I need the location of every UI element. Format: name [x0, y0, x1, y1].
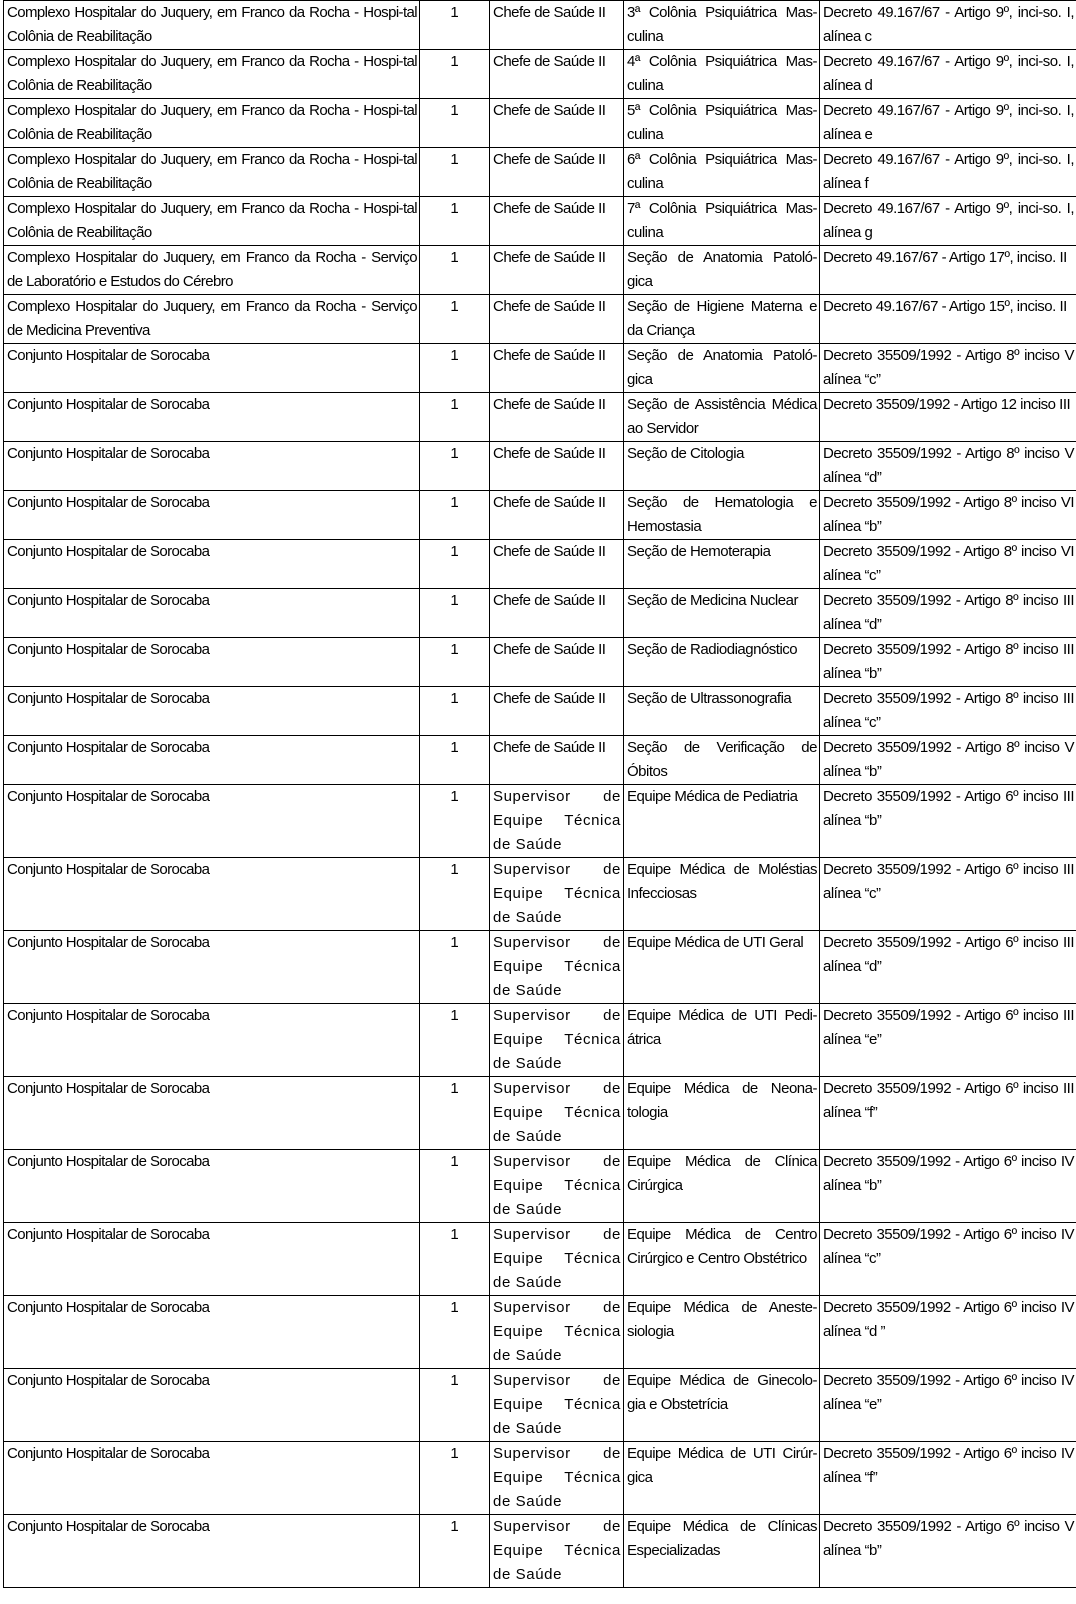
role-cell: Chefe de Saúde II: [490, 197, 624, 246]
role-cell: Chefe de Saúde II: [490, 393, 624, 442]
quantity-cell: 1: [420, 1077, 490, 1150]
table-row: [4, 246, 1076, 295]
section-cell: 3ª Colônia Psiquiátrica Mas-culina: [624, 1, 820, 50]
role-cell: Chefe de Saúde II: [490, 442, 624, 491]
unit-cell: Conjunto Hospitalar de Sorocaba: [4, 1442, 420, 1515]
quantity-cell: 1: [420, 491, 490, 540]
table-row: [4, 1077, 1076, 1150]
legal-basis-cell: Decreto 35509/1992 - Artigo 8º inciso III alínea “d”: [820, 589, 1076, 638]
section-cell: Equipe Médica de Ginecolo-gia e Obstetrícia: [624, 1369, 820, 1442]
table-row: [4, 589, 1076, 638]
legal-basis-cell: Decreto 35509/1992 - Artigo 6º inciso III alínea “e”: [820, 1004, 1076, 1077]
table-row: [4, 1515, 1076, 1588]
section-cell: 4ª Colônia Psiquiátrica Mas-culina: [624, 50, 820, 99]
quantity-cell: 1: [420, 931, 490, 1004]
section-cell: Equipe Médica de UTI Cirúr-gica: [624, 1442, 820, 1515]
table-row: [4, 540, 1076, 589]
section-cell: 7ª Colônia Psiquiátrica Mas-culina: [624, 197, 820, 246]
section-cell: Seção de Citologia: [624, 442, 820, 491]
unit-cell: Conjunto Hospitalar de Sorocaba: [4, 393, 420, 442]
quantity-cell: 1: [420, 736, 490, 785]
section-cell: Equipe Médica de Clínica Cirúrgica: [624, 1150, 820, 1223]
section-cell: Seção de Ultrassonografia: [624, 687, 820, 736]
unit-cell: Complexo Hospitalar do Juquery, em Franco da Rocha - Hospi-tal Colônia de Reabilitação: [4, 1, 420, 50]
role-cell: Chefe de Saúde II: [490, 246, 624, 295]
table-row: [4, 393, 1076, 442]
legal-basis-cell: Decreto 35509/1992 - Artigo 8º inciso V alínea “c”: [820, 344, 1076, 393]
table-row: [4, 1369, 1076, 1442]
legal-basis-cell: Decreto 35509/1992 - Artigo 8º inciso V alínea “d”: [820, 442, 1076, 491]
legal-basis-cell: Decreto 35509/1992 - Artigo 12 inciso III: [820, 393, 1076, 442]
legal-basis-cell: Decreto 35509/1992 - Artigo 6º inciso V alínea “b”: [820, 1515, 1076, 1588]
table-row: [4, 99, 1076, 148]
section-cell: Seção de Medicina Nuclear: [624, 589, 820, 638]
legal-basis-cell: Decreto 35509/1992 - Artigo 8º inciso VI alínea “c”: [820, 540, 1076, 589]
legal-basis-cell: Decreto 49.167/67 - Artigo 9º, inci-so. I, alínea e: [820, 99, 1076, 148]
unit-cell: Complexo Hospitalar do Juquery, em Franco da Rocha - Hospi-tal Colônia de Reabilitação: [4, 148, 420, 197]
role-cell: Chefe de Saúde II: [490, 99, 624, 148]
role-cell: Supervisor de Equipe Técnica de Saúde: [490, 1223, 624, 1296]
quantity-cell: 1: [420, 1, 490, 50]
table-row: [4, 638, 1076, 687]
section-cell: Equipe Médica de UTI Pedi-átrica: [624, 1004, 820, 1077]
role-cell: Supervisor de Equipe Técnica de Saúde: [490, 1004, 624, 1077]
table-row: [4, 858, 1076, 931]
quantity-cell: 1: [420, 99, 490, 148]
legal-basis-cell: Decreto 35509/1992 - Artigo 6º inciso III alínea “c”: [820, 858, 1076, 931]
quantity-cell: 1: [420, 393, 490, 442]
unit-cell: Complexo Hospitalar do Juquery, em Franco da Rocha - Serviço de Medicina Preventiva: [4, 295, 420, 344]
role-cell: Supervisor de Equipe Técnica de Saúde: [490, 1515, 624, 1588]
table-row: [4, 1004, 1076, 1077]
quantity-cell: 1: [420, 589, 490, 638]
table-row: [4, 442, 1076, 491]
quantity-cell: 1: [420, 638, 490, 687]
legal-basis-cell: Decreto 35509/1992 - Artigo 8º inciso III alínea “b”: [820, 638, 1076, 687]
legal-basis-cell: Decreto 35509/1992 - Artigo 6º inciso III alínea “d”: [820, 931, 1076, 1004]
legal-basis-cell: Decreto 49.167/67 - Artigo 17º, inciso. II: [820, 246, 1076, 295]
table-row: [4, 931, 1076, 1004]
role-cell: Chefe de Saúde II: [490, 148, 624, 197]
unit-cell: Conjunto Hospitalar de Sorocaba: [4, 1077, 420, 1150]
quantity-cell: 1: [420, 1515, 490, 1588]
quantity-cell: 1: [420, 1296, 490, 1369]
unit-cell: Conjunto Hospitalar de Sorocaba: [4, 638, 420, 687]
quantity-cell: 1: [420, 540, 490, 589]
role-cell: Supervisor de Equipe Técnica de Saúde: [490, 1442, 624, 1515]
table-row: [4, 197, 1076, 246]
unit-cell: Conjunto Hospitalar de Sorocaba: [4, 589, 420, 638]
unit-cell: Conjunto Hospitalar de Sorocaba: [4, 442, 420, 491]
role-cell: Chefe de Saúde II: [490, 491, 624, 540]
section-cell: Seção de Higiene Materna e da Criança: [624, 295, 820, 344]
table-row: [4, 50, 1076, 99]
quantity-cell: 1: [420, 50, 490, 99]
table-row: [4, 1150, 1076, 1223]
unit-cell: Conjunto Hospitalar de Sorocaba: [4, 1369, 420, 1442]
legal-basis-cell: Decreto 35509/1992 - Artigo 8º inciso III alínea “c”: [820, 687, 1076, 736]
quantity-cell: 1: [420, 1369, 490, 1442]
section-cell: 5ª Colônia Psiquiátrica Mas-culina: [624, 99, 820, 148]
quantity-cell: 1: [420, 858, 490, 931]
legal-basis-cell: Decreto 35509/1992 - Artigo 6º inciso IV alínea “e”: [820, 1369, 1076, 1442]
unit-cell: Complexo Hospitalar do Juquery, em Franco da Rocha - Hospi-tal Colônia de Reabilitação: [4, 50, 420, 99]
section-cell: Seção de Hematologia e Hemostasia: [624, 491, 820, 540]
table-body: [4, 1, 1076, 1588]
unit-cell: Conjunto Hospitalar de Sorocaba: [4, 931, 420, 1004]
unit-cell: Complexo Hospitalar do Juquery, em Franco da Rocha - Serviço de Laboratório e Estudos do Cérebro: [4, 246, 420, 295]
role-cell: Chefe de Saúde II: [490, 1, 624, 50]
table-row: [4, 295, 1076, 344]
table-row: [4, 1223, 1076, 1296]
quantity-cell: 1: [420, 148, 490, 197]
role-cell: Chefe de Saúde II: [490, 344, 624, 393]
table-row: [4, 148, 1076, 197]
unit-cell: Conjunto Hospitalar de Sorocaba: [4, 1004, 420, 1077]
legal-basis-cell: Decreto 35509/1992 - Artigo 6º inciso III alínea “f”: [820, 1077, 1076, 1150]
role-cell: Chefe de Saúde II: [490, 540, 624, 589]
legal-basis-cell: Decreto 35509/1992 - Artigo 8º inciso V alínea “b”: [820, 736, 1076, 785]
quantity-cell: 1: [420, 442, 490, 491]
unit-cell: Conjunto Hospitalar de Sorocaba: [4, 540, 420, 589]
table-row: [4, 736, 1076, 785]
legal-basis-cell: Decreto 49.167/67 - Artigo 9º, inci-so. I, alínea d: [820, 50, 1076, 99]
table-row: [4, 491, 1076, 540]
legal-basis-cell: Decreto 35509/1992 - Artigo 6º inciso IV alínea “c”: [820, 1223, 1076, 1296]
section-cell: Equipe Médica de Moléstias Infecciosas: [624, 858, 820, 931]
section-cell: Seção de Radiodiagnóstico: [624, 638, 820, 687]
unit-cell: Conjunto Hospitalar de Sorocaba: [4, 1223, 420, 1296]
unit-cell: Complexo Hospitalar do Juquery, em Franco da Rocha - Hospi-tal Colônia de Reabilitação: [4, 197, 420, 246]
legal-basis-cell: Decreto 35509/1992 - Artigo 8º inciso VI alínea “b”: [820, 491, 1076, 540]
quantity-cell: 1: [420, 344, 490, 393]
unit-cell: Conjunto Hospitalar de Sorocaba: [4, 687, 420, 736]
role-cell: Chefe de Saúde II: [490, 687, 624, 736]
unit-cell: Conjunto Hospitalar de Sorocaba: [4, 1150, 420, 1223]
unit-cell: Conjunto Hospitalar de Sorocaba: [4, 491, 420, 540]
quantity-cell: 1: [420, 295, 490, 344]
quantity-cell: 1: [420, 197, 490, 246]
role-cell: Chefe de Saúde II: [490, 638, 624, 687]
section-cell: Seção de Anatomia Patoló-gica: [624, 246, 820, 295]
unit-cell: Conjunto Hospitalar de Sorocaba: [4, 344, 420, 393]
legal-basis-cell: Decreto 35509/1992 - Artigo 6º inciso III alínea “b”: [820, 785, 1076, 858]
legal-basis-cell: Decreto 49.167/67 - Artigo 15º, inciso. II: [820, 295, 1076, 344]
role-cell: Supervisor de Equipe Técnica de Saúde: [490, 1150, 624, 1223]
table-row: [4, 1, 1076, 50]
table-row: [4, 785, 1076, 858]
section-cell: 6ª Colônia Psiquiátrica Mas-culina: [624, 148, 820, 197]
section-cell: Seção de Hemoterapia: [624, 540, 820, 589]
role-cell: Supervisor de Equipe Técnica de Saúde: [490, 785, 624, 858]
section-cell: Equipe Médica de Aneste-siologia: [624, 1296, 820, 1369]
positions-table: [3, 0, 1076, 1588]
role-cell: Supervisor de Equipe Técnica de Saúde: [490, 1369, 624, 1442]
role-cell: Supervisor de Equipe Técnica de Saúde: [490, 858, 624, 931]
role-cell: Chefe de Saúde II: [490, 50, 624, 99]
unit-cell: Conjunto Hospitalar de Sorocaba: [4, 785, 420, 858]
quantity-cell: 1: [420, 785, 490, 858]
role-cell: Chefe de Saúde II: [490, 736, 624, 785]
quantity-cell: 1: [420, 1442, 490, 1515]
unit-cell: Conjunto Hospitalar de Sorocaba: [4, 1296, 420, 1369]
role-cell: Supervisor de Equipe Técnica de Saúde: [490, 931, 624, 1004]
legal-basis-cell: Decreto 49.167/67 - Artigo 9º, inci-so. I, alínea f: [820, 148, 1076, 197]
section-cell: Equipe Médica de UTI Geral: [624, 931, 820, 1004]
quantity-cell: 1: [420, 246, 490, 295]
unit-cell: Conjunto Hospitalar de Sorocaba: [4, 858, 420, 931]
section-cell: Seção de Anatomia Patoló-gica: [624, 344, 820, 393]
section-cell: Seção de Verificação de Óbitos: [624, 736, 820, 785]
section-cell: Equipe Médica de Neona-tologia: [624, 1077, 820, 1150]
legal-basis-cell: Decreto 49.167/67 - Artigo 9º, inci-so. I, alínea g: [820, 197, 1076, 246]
quantity-cell: 1: [420, 1150, 490, 1223]
table-row: [4, 1442, 1076, 1515]
section-cell: Equipe Médica de Centro Cirúrgico e Centro Obstétrico: [624, 1223, 820, 1296]
legal-basis-cell: Decreto 35509/1992 - Artigo 6º inciso IV alínea “f”: [820, 1442, 1076, 1515]
role-cell: Chefe de Saúde II: [490, 589, 624, 638]
quantity-cell: 1: [420, 1223, 490, 1296]
role-cell: Supervisor de Equipe Técnica de Saúde: [490, 1077, 624, 1150]
table-row: [4, 687, 1076, 736]
legal-basis-cell: Decreto 35509/1992 - Artigo 6º inciso IV alínea “d ”: [820, 1296, 1076, 1369]
unit-cell: Complexo Hospitalar do Juquery, em Franco da Rocha - Hospi-tal Colônia de Reabilitação: [4, 99, 420, 148]
table-row: [4, 344, 1076, 393]
quantity-cell: 1: [420, 687, 490, 736]
legal-basis-cell: Decreto 35509/1992 - Artigo 6º inciso IV alínea “b”: [820, 1150, 1076, 1223]
section-cell: Equipe Médica de Pediatria: [624, 785, 820, 858]
section-cell: Equipe Médica de Clínicas Especializadas: [624, 1515, 820, 1588]
unit-cell: Conjunto Hospitalar de Sorocaba: [4, 736, 420, 785]
unit-cell: Conjunto Hospitalar de Sorocaba: [4, 1515, 420, 1588]
legal-basis-cell: Decreto 49.167/67 - Artigo 9º, inci-so. I, alínea c: [820, 1, 1076, 50]
table-row: [4, 1296, 1076, 1369]
role-cell: Chefe de Saúde II: [490, 295, 624, 344]
quantity-cell: 1: [420, 1004, 490, 1077]
role-cell: Supervisor de Equipe Técnica de Saúde: [490, 1296, 624, 1369]
section-cell: Seção de Assistência Médica ao Servidor: [624, 393, 820, 442]
